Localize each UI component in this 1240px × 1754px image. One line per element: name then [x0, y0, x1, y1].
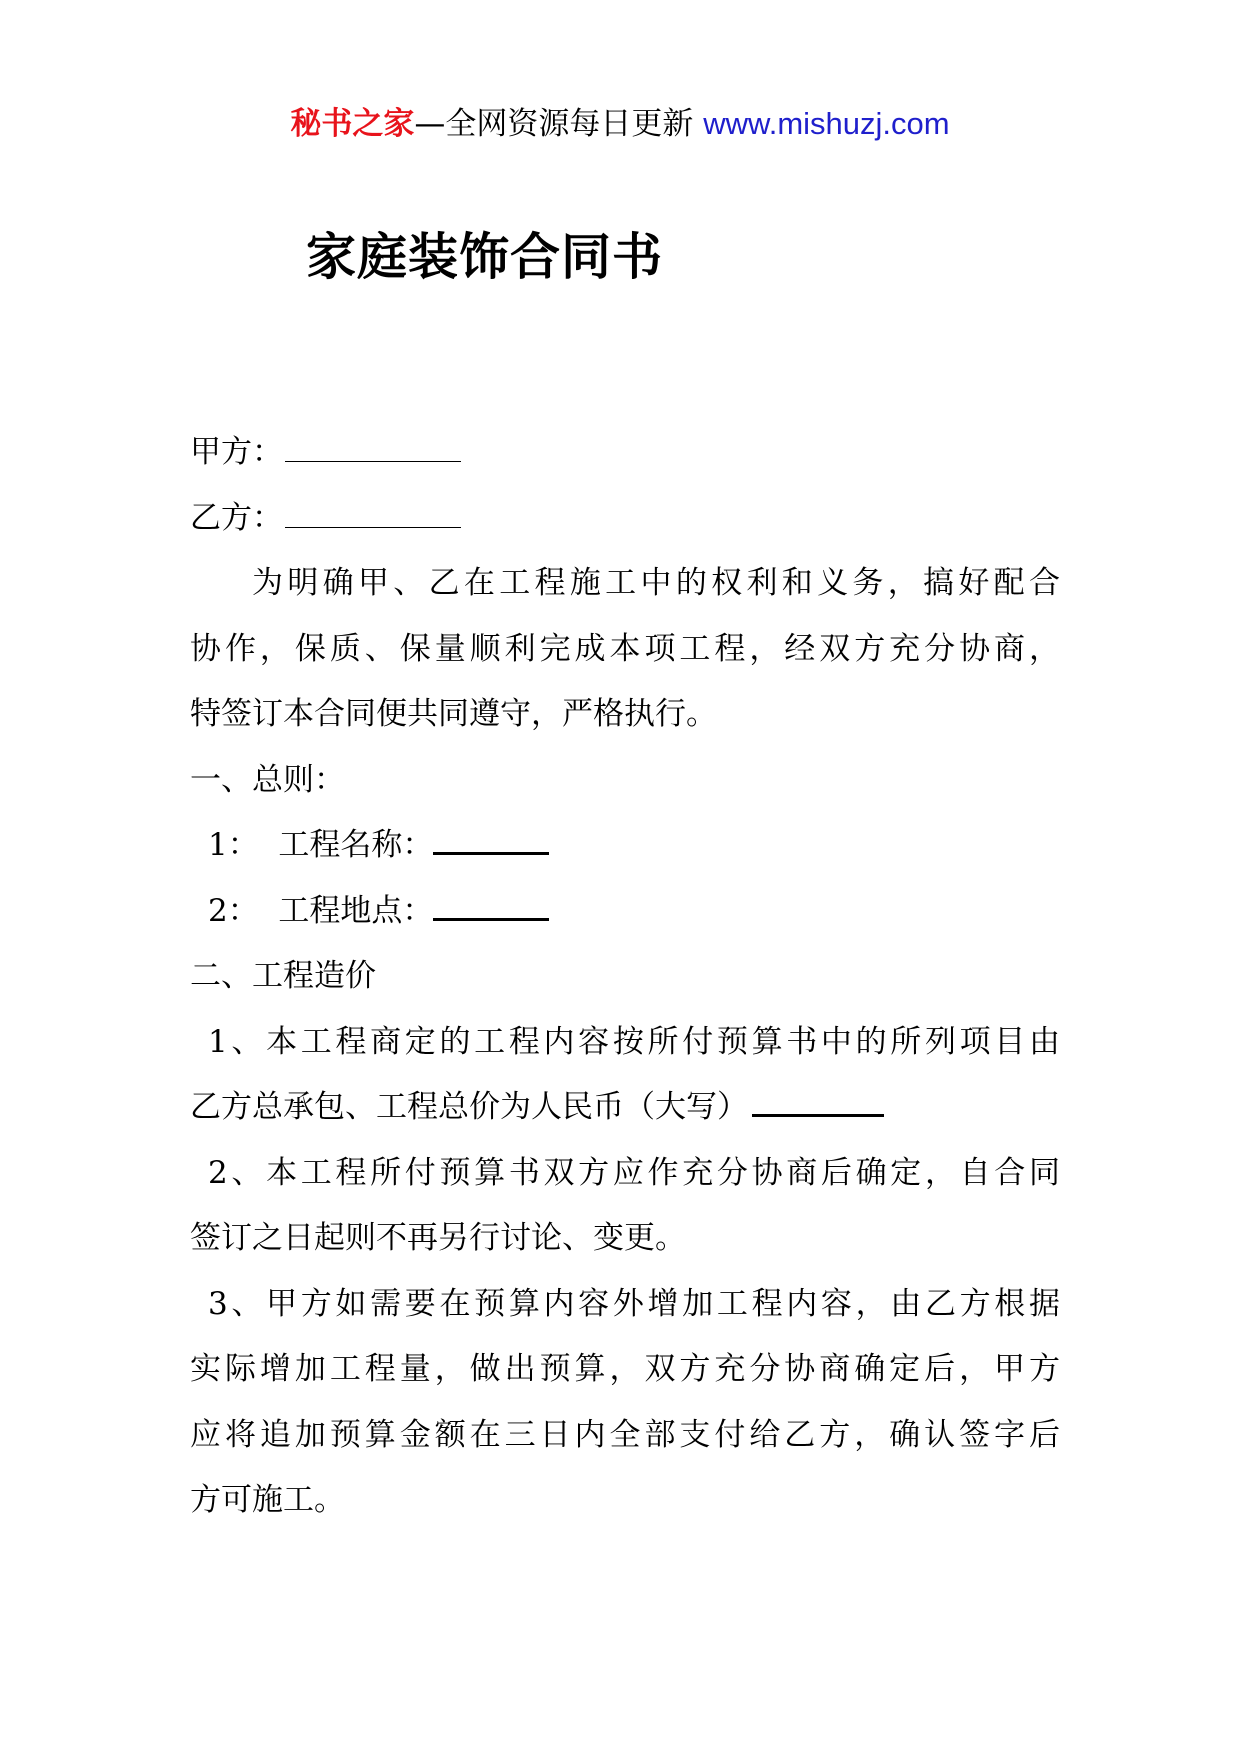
- clause-line: 2、本工程所付预算书双方应作充分协商后确定，自合同: [208, 1154, 1060, 1191]
- project-location-line: [190, 879, 1060, 945]
- party-b-blank[interactable]: [285, 501, 461, 528]
- clause-line: 应将追加预算金额在三日内全部支付给乙方，确认签字后: [190, 1416, 1060, 1453]
- clause-line: [190, 1075, 1060, 1141]
- project-name-line: [190, 813, 1060, 879]
- party-a-line: [190, 420, 1060, 486]
- party-a-label: 甲方：: [190, 434, 283, 470]
- section-heading: 二、工程造价: [190, 958, 376, 994]
- project-location-label: 2： 工程地点：: [208, 892, 434, 929]
- brand-name: 秘书之家: [290, 106, 415, 142]
- document-title: 家庭装饰合同书: [306, 227, 663, 286]
- clause-line: 3、甲方如需要在预算内容外增加工程内容，由乙方根据: [208, 1285, 1060, 1322]
- clause-line: 实际增加工程量，做出预算，双方充分协商确定后，甲方: [190, 1351, 1060, 1387]
- preamble-line: 特签订本合同便共同遵守，严格执行。: [190, 696, 717, 732]
- party-b-line: [190, 486, 1060, 552]
- party-a-blank[interactable]: [285, 435, 461, 462]
- project-name-label: 1： 工程名称：: [208, 827, 434, 863]
- preamble-line: 为明确甲、乙在工程施工中的权利和义务，搞好配合: [252, 565, 1060, 601]
- project-location-blank[interactable]: [433, 892, 549, 921]
- site-banner: [0, 100, 1240, 148]
- preamble-line: 协作，保质、保量顺利完成本项工程，经双方充分协商，: [190, 630, 1060, 667]
- section-heading: 一、总则：: [190, 761, 345, 798]
- clause-line: 签订之日起则不再另行讨论、变更。: [190, 1220, 686, 1256]
- price-label: 乙方总承包、工程总价为人民币（大写）: [190, 1089, 748, 1125]
- clause-line: 方可施工。: [190, 1482, 345, 1518]
- website-link[interactable]: www.mishuzj.com: [703, 106, 950, 141]
- contract-body: [190, 420, 1060, 1534]
- clause-line: 1、本工程商定的工程内容按所付预算书中的所列项目由: [208, 1023, 1060, 1060]
- party-b-label: 乙方：: [190, 499, 283, 536]
- project-name-blank[interactable]: [433, 826, 549, 855]
- banner-slogan: —全网资源每日更新: [414, 106, 704, 142]
- price-blank[interactable]: [752, 1088, 884, 1117]
